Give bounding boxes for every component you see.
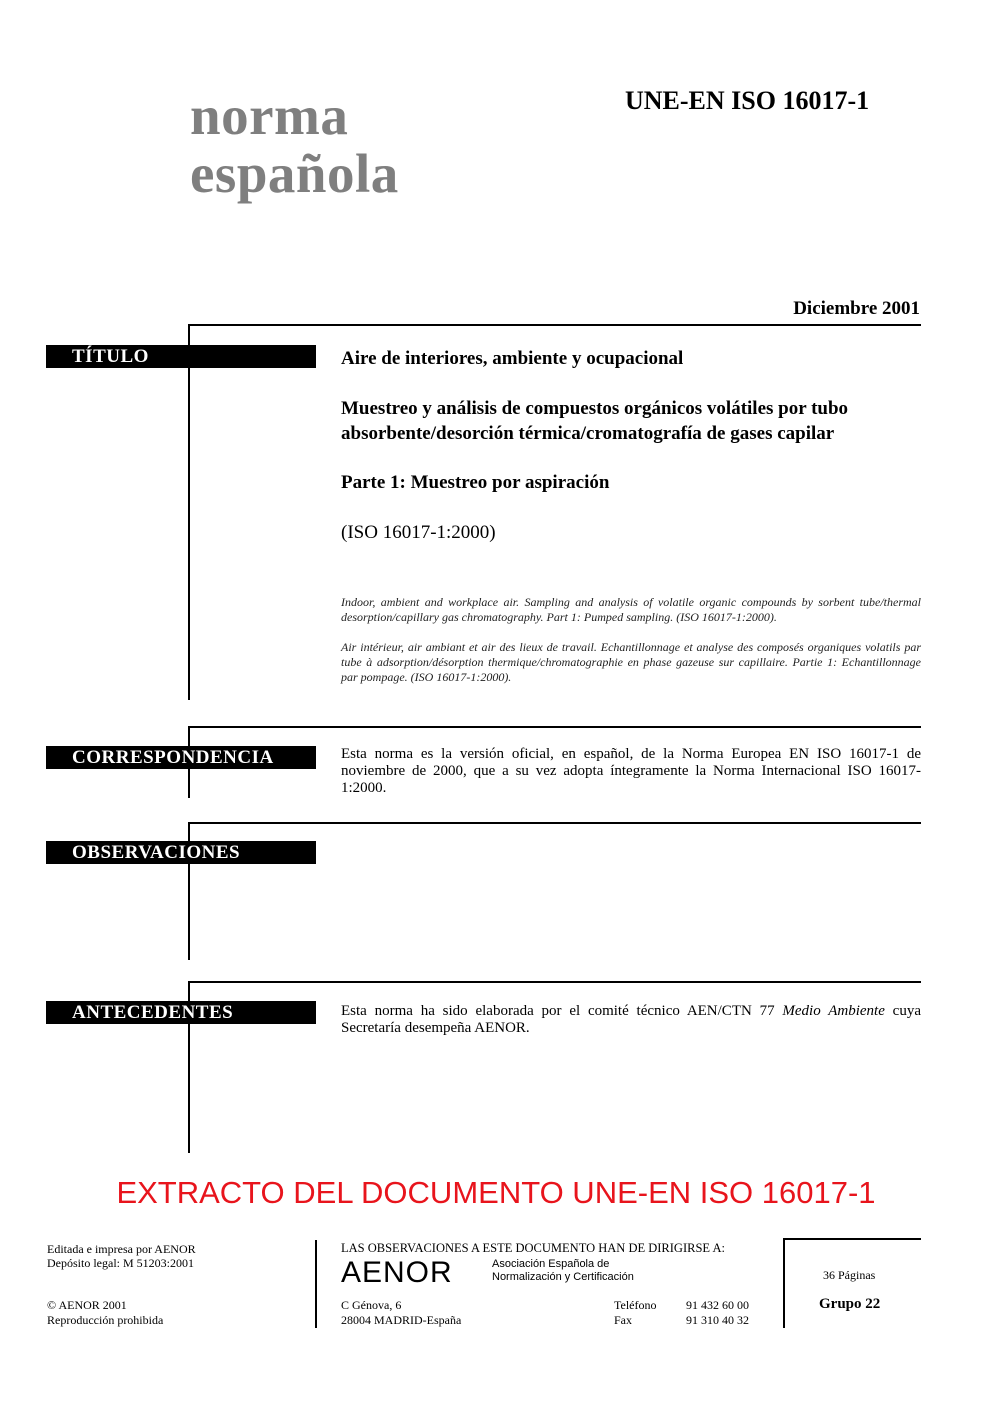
footer-phone-value: 91 432 60 00	[686, 1298, 749, 1312]
brand-line-2: española	[190, 143, 399, 204]
footer-address-line-2: 28004 MADRID-España	[341, 1313, 462, 1327]
observaciones-label: OBSERVACIONES	[46, 841, 316, 864]
footer-fax-label: Fax	[614, 1313, 632, 1327]
title-line-2: Muestreo y análisis de compuestos orgánicos volátiles por tubo	[341, 398, 849, 419]
title-iso-reference: (ISO 16017-1:2000)	[341, 522, 496, 543]
title-line-3: absorbente/desorción térmica/cromatografía de gases capilar	[341, 423, 835, 444]
footer-fax-value: 91 310 40 32	[686, 1313, 749, 1327]
footer-org-line-2: Normalización y Certificación	[492, 1271, 634, 1283]
publication-date: Diciembre 2001	[793, 298, 920, 319]
observaciones-top-rule	[188, 822, 921, 824]
correspondencia-top-rule	[188, 726, 921, 728]
extract-watermark: EXTRACTO DEL DOCUMENTO UNE-EN ISO 16017-1	[116, 1175, 876, 1210]
aenor-logo: AENOR	[341, 1256, 453, 1289]
titulo-top-rule	[188, 324, 921, 326]
standard-code: UNE-EN ISO 16017-1	[625, 86, 870, 115]
footer-edition: Editada e impresa por AENOR	[47, 1242, 196, 1256]
footer-reproduction: Reproducción prohibida	[47, 1313, 164, 1327]
titulo-vertical-rule	[188, 324, 190, 700]
french-title: Air intérieur, air ambiant et air des lieux de travail. Echantillonnage et analyse des composés organiques volatils par tube à adsorption/désorption thermique/chromatographie en phase gazeuse sur capillaire. Partie 1: Echantillonnage par pompage. (ISO 16017-1:2000).	[341, 640, 921, 684]
footer-org-line-1: Asociación Española de	[492, 1258, 610, 1270]
correspondencia-label: CORRESPONDENCIA	[46, 746, 316, 769]
footer-contact-heading: LAS OBSERVACIONES A ESTE DOCUMENTO HAN DE DIRIGIRSE A:	[341, 1241, 725, 1255]
title-line-1: Aire de interiores, ambiente y ocupacional	[341, 348, 684, 369]
footer-box-top-rule	[783, 1238, 921, 1240]
english-title: Indoor, ambient and workplace air. Sampling and analysis of volatile organic compounds by sorbent tube/thermal desorption/capillary gas chromatography. Part 1: Pumped sampling. (ISO 16017-1:2000).	[341, 595, 921, 624]
brand-line-1: norma	[190, 85, 349, 146]
footer-page-count: 36 Páginas	[823, 1268, 876, 1282]
correspondencia-text: Esta norma es la versión oficial, en español, de la Norma Europea EN ISO 16017-1 de noviembre de 2000, que a su vez adopta íntegramente la Norma Internacional ISO 16017-1:2000.	[341, 746, 921, 796]
footer-price-group: Grupo 22	[819, 1296, 881, 1312]
titulo-label: TÍTULO	[46, 345, 316, 368]
footer-divider-left	[315, 1240, 317, 1328]
footer-legal-deposit: Depósito legal: M 51203:2001	[47, 1256, 194, 1270]
antecedentes-label: ANTECEDENTES	[46, 1001, 316, 1024]
antecedentes-text: Esta norma ha sido elaborada por el comité técnico AEN/CTN 77 Medio Ambiente cuya Secretaría desempeña AENOR.	[341, 1003, 921, 1036]
antecedentes-top-rule	[188, 981, 921, 983]
footer-address-line-1: C Génova, 6	[341, 1298, 402, 1312]
title-part: Parte 1: Muestreo por aspiración	[341, 472, 610, 493]
footer-phone-label: Teléfono	[614, 1298, 657, 1312]
footer-copyright: © AENOR 2001	[47, 1298, 127, 1312]
footer-divider-right	[783, 1238, 785, 1328]
